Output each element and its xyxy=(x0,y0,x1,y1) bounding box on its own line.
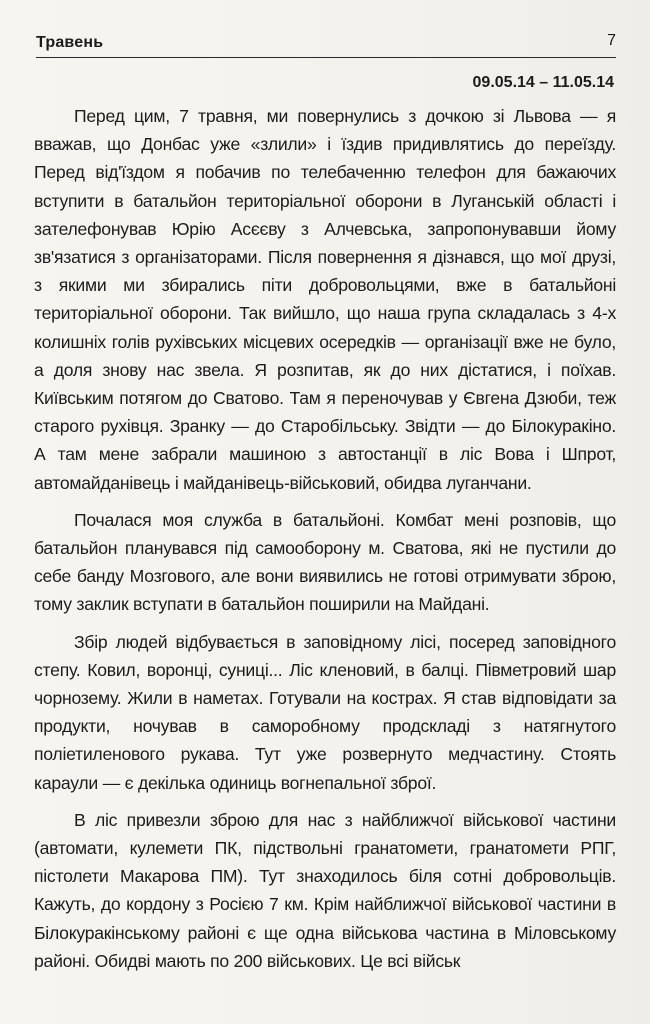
running-header xyxy=(36,32,616,56)
paragraph: В ліс привезли зброю для нас з найближчої військової частини (автомати, кулемети ПК, підствольні гранатомети, гранатомети РПГ, пістолети Макарова ПМ). Тут знаходилось біля сотні добровольців. Кажуть, до кордону з Росією 7 км. Крім найближчої військової частини в Білокуракінському районі є ще одна військова частина в Міловському районі. Обидві мають по 200 військових. Це всі військ xyxy=(34,809,616,971)
paragraph: Перед цим, 7 травня, ми повернулись з дочкою зі Львова — я вважав, що Донбас уже «злили» і їздив придивлятись до переїзду. Перед від'їздом я побачив по телебаченню телефон для бажаючих вступити в батальйон територіальної оборони в Луганській області і зателефонував Юрію Асєєву з Алчевська, запропонувавши йому зв'язатися з організаторами. Після повернення я дізнався, що мої друзі, з якими ми збирались піти добровольцями, вже в батальйоні територіальної оборони. Так вийшло, що наша група складалась з 4-х колишніх голів рухівських місцевих осередків — організації вже не було, а доля знову нас звела. Я розпитав, як до них дістатися, і поїхав. Київським потягом до Сватово. Там я переночував у Євгена Дзюби, теж старого рухівця. Зранку — до Старобільську. Звідти — до Білокуракіно. А там мене забрали машиною з автостанції в ліс Вова і Шпрот, автомайданівець і майданівець-військовий, обидва луганчани. xyxy=(34,106,616,493)
body-text xyxy=(34,102,616,975)
section-title: Травень xyxy=(36,34,104,51)
header-rule xyxy=(36,57,616,58)
page-number: 7 xyxy=(607,32,616,49)
paragraph: Почалася моя служба в батальйоні. Комбат мені розповів, що батальйон планувався під самооборону м. Сватова, які не пустили до себе банду Мозгового, але вони виявились не готові отримувати зброю, тому заклик вступати в батальйон поширили на Майдані. xyxy=(34,509,616,615)
paragraph: Збір людей відбувається в заповідному лісі, посеред заповідного степу. Ковил, воронці, суниці... Ліс кленовий, в балці. Півметровий шар чорнозему. Жили в наметах. Готували на кострах. Я став відповідати за продукти, ночував в саморобному продскладі з натягнутого поліетиленового рукава. Тут уже розвернуто медчастину. Стоять караули — є декілька одиниць вогнепальної зброї. xyxy=(34,631,616,793)
date-range: 09.05.14 – 11.05.14 xyxy=(472,74,614,91)
